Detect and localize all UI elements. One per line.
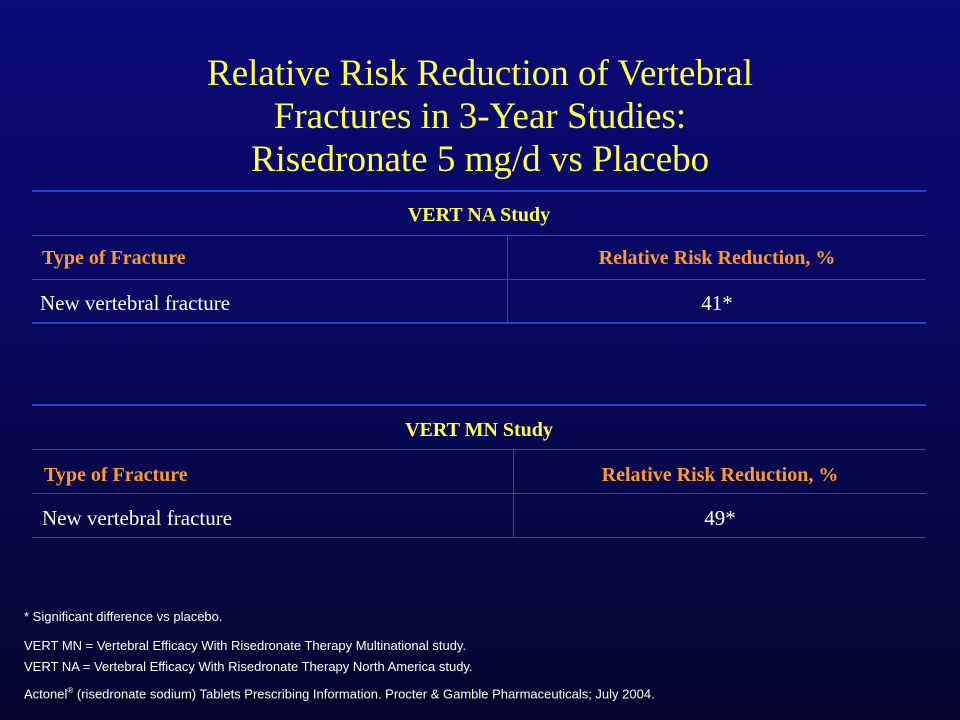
table-rule: [32, 322, 926, 324]
footnote-vert-na: VERT NA = Vertebral Efficacy With Risedronate Therapy North America study.: [24, 659, 473, 674]
table-rule: [32, 449, 926, 450]
footnote-significance: * Significant difference vs placebo.: [24, 609, 223, 624]
table-rule: [32, 190, 926, 192]
footnote-vert-mn: VERT MN = Vertebral Efficacy With Risedronate Therapy Multinational study.: [24, 638, 467, 653]
table-rule: [32, 404, 926, 406]
table-cell-risk-reduction: 49*: [704, 506, 736, 530]
vert-na-table: [32, 190, 926, 326]
column-header-fracture-type: Type of Fracture: [42, 247, 186, 269]
reference-brand: Actonel: [24, 686, 68, 702]
table-rule: [32, 279, 926, 280]
table-rule: [32, 235, 926, 236]
registered-mark: ®: [67, 686, 74, 695]
table-cell-fracture-type: New vertebral fracture: [42, 506, 233, 530]
column-divider: [513, 449, 514, 537]
study-name: VERT NA Study: [407, 204, 551, 226]
reference-text: (risedronate sodium) Tablets Prescribing Information. Procter & Gamble Pharmaceuticals; July 2004.: [73, 686, 655, 702]
table-cell-risk-reduction: 41*: [701, 291, 733, 315]
footnote-reference: [24, 686, 655, 701]
table-rule: [32, 493, 926, 494]
title-line-3: Risedronate 5 mg/d vs Placebo: [250, 139, 710, 180]
column-divider: [507, 235, 508, 323]
table-rule: [32, 537, 926, 538]
column-header-risk-reduction: Relative Risk Reduction, %: [601, 464, 839, 486]
vert-mn-table: [32, 404, 926, 540]
title-line-2: Fractures in 3-Year Studies:: [273, 96, 687, 137]
column-header-fracture-type: Type of Fracture: [44, 464, 188, 486]
column-header-risk-reduction: Relative Risk Reduction, %: [598, 247, 836, 269]
title-line-1: Relative Risk Reduction of Vertebral: [207, 53, 753, 94]
table-cell-fracture-type: New vertebral fracture: [40, 291, 231, 315]
slide-title: [0, 52, 960, 181]
study-name: VERT MN Study: [405, 419, 553, 441]
